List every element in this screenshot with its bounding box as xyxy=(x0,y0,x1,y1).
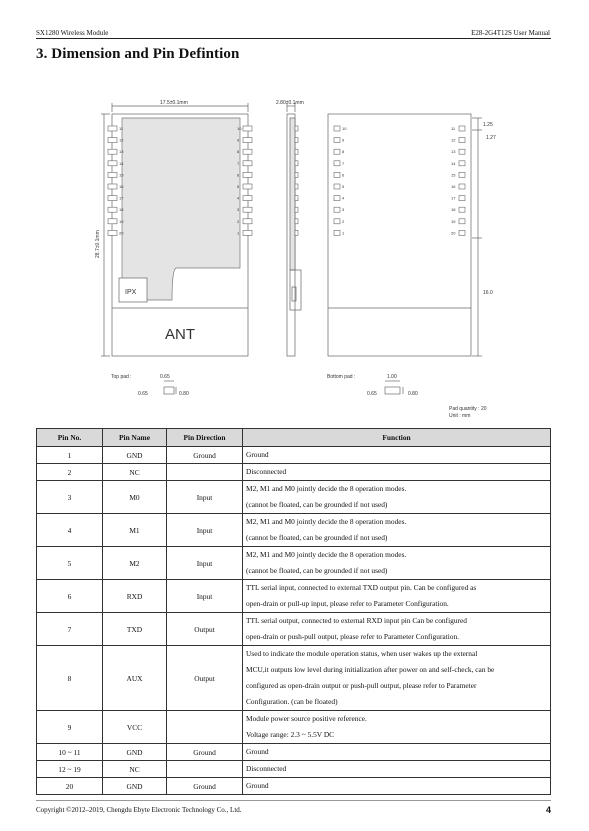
pin-pad xyxy=(459,230,465,235)
header-left: SX1280 Wireless Module xyxy=(36,29,109,37)
pin-number-label: 8 xyxy=(237,149,240,155)
top-pad-length: 0.65 xyxy=(160,374,170,380)
height-dimension: 28.7±0.1mm xyxy=(95,230,101,258)
function-line: Disconnected xyxy=(246,467,287,476)
function-line: Ground xyxy=(246,781,269,790)
table-row xyxy=(37,481,551,514)
pin-pad xyxy=(243,138,252,143)
footer-copyright: Copyright ©2012–2019, Chengdu Ebyte Electronic Technology Co., Ltd. xyxy=(36,806,242,814)
pin-pad xyxy=(108,219,117,224)
pin-pad xyxy=(334,230,340,235)
pin-pad xyxy=(334,126,340,131)
top-pad-shape xyxy=(164,387,174,394)
pin-pad xyxy=(108,138,117,143)
function-line: TTL serial input, connected to external TXD output pin. Can be configured as xyxy=(246,583,477,592)
pin-number-label: 12 xyxy=(451,137,456,143)
function-cell xyxy=(243,761,551,778)
function-cell xyxy=(243,711,551,744)
pin-direction-cell: Input xyxy=(167,481,243,514)
pin-pad xyxy=(459,219,465,224)
function-line: Used to indicate the module operation status, when user wakes up the external xyxy=(246,649,478,658)
function-cell xyxy=(243,580,551,613)
top-pad-width-2: 0.80 xyxy=(179,391,189,397)
pin-pad xyxy=(459,196,465,201)
header-pin-direction: Pin Direction xyxy=(167,429,243,447)
pin-pad xyxy=(334,172,340,177)
pin-no-cell: 3 xyxy=(37,481,103,514)
pin-number-label: 15 xyxy=(451,172,456,178)
function-line: TTL serial output, connected to external RXD input pin Can be configured xyxy=(246,616,467,625)
pin-pad xyxy=(108,230,117,235)
pin-pad xyxy=(295,161,298,166)
pin-pad xyxy=(459,126,465,131)
table-row xyxy=(37,547,551,580)
pin-pad xyxy=(108,126,117,131)
bottom-pad-width-2: 0.80 xyxy=(408,391,418,397)
pin-number-label: 18 xyxy=(119,207,124,213)
pin-name-cell: M1 xyxy=(103,514,167,547)
pitch-label-2: 1.27 xyxy=(486,135,496,141)
pin-pad xyxy=(108,196,117,201)
pin-pad xyxy=(243,207,252,212)
pin-pad xyxy=(295,196,298,201)
ant-label: ANT xyxy=(165,326,195,343)
pin-pad xyxy=(295,184,298,189)
pin-pad xyxy=(243,126,252,131)
pin-pad xyxy=(334,219,340,224)
pin-number-label: 20 xyxy=(451,230,456,236)
header-pin-no: Pin No. xyxy=(37,429,103,447)
pin-number-label: 19 xyxy=(451,218,456,224)
pin-number-label: 19 xyxy=(119,218,124,224)
pin-no-cell: 7 xyxy=(37,613,103,646)
table-row xyxy=(37,711,551,744)
pin-number-label: 3 xyxy=(237,207,240,213)
pin-no-cell: 8 xyxy=(37,646,103,711)
pin-number-label: 8 xyxy=(342,149,345,155)
table-row xyxy=(37,514,551,547)
pin-direction-cell: Ground xyxy=(167,778,243,795)
pin-name-cell: GND xyxy=(103,447,167,464)
pin-number-label: 3 xyxy=(342,207,345,213)
pin-number-label: 6 xyxy=(237,172,240,178)
pin-number-label: 13 xyxy=(451,149,456,155)
function-line: Disconnected xyxy=(246,764,287,773)
pin-pad xyxy=(459,138,465,143)
pin-no-cell: 5 xyxy=(37,547,103,580)
pin-pad xyxy=(459,207,465,212)
pin-name-cell: GND xyxy=(103,744,167,761)
pin-number-label: 18 xyxy=(451,207,456,213)
function-line: Module power source positive reference. xyxy=(246,714,367,723)
pin-number-label: 1 xyxy=(342,230,345,236)
table-row xyxy=(37,761,551,778)
pitch-label-1: 1.25 xyxy=(483,122,493,128)
module-outline-bottom xyxy=(328,114,471,356)
ipx-label: IPX xyxy=(125,289,137,296)
gap-label: 16.0 xyxy=(483,290,493,296)
pin-number-label: 7 xyxy=(237,160,240,166)
pin-number-label: 15 xyxy=(119,172,124,178)
function-cell xyxy=(243,447,551,464)
table-row xyxy=(37,778,551,795)
pin-table xyxy=(36,428,551,795)
pin-pad xyxy=(243,161,252,166)
function-line: Voltage range: 2.3 ~ 5.5V DC xyxy=(246,730,335,739)
pin-pad xyxy=(334,196,340,201)
pin-direction-cell xyxy=(167,464,243,481)
table-row xyxy=(37,447,551,464)
function-line: M2, M1 and M0 jointly decide the 8 operation modes. xyxy=(246,517,407,526)
table-row xyxy=(37,646,551,711)
function-line: open-drain or pull-up input, please refer to Parameter Configuration. xyxy=(246,599,449,608)
header-right: E28-2G4T12S User Manual xyxy=(471,29,550,37)
pin-direction-cell: Input xyxy=(167,547,243,580)
pin-direction-cell: Input xyxy=(167,580,243,613)
pin-pad xyxy=(243,172,252,177)
pin-pad xyxy=(295,172,298,177)
function-cell xyxy=(243,778,551,795)
bottom-pad-width-1: 0.65 xyxy=(367,391,377,397)
pin-no-cell: 12 ~ 19 xyxy=(37,761,103,778)
pin-direction-cell: Ground xyxy=(167,447,243,464)
page-number: 4 xyxy=(545,805,551,815)
function-cell xyxy=(243,547,551,580)
pin-number-label: 9 xyxy=(237,137,240,143)
pin-pad xyxy=(295,149,298,154)
function-line: open-drain or push-pull output, please refer to Parameter Configuration. xyxy=(246,632,460,641)
pin-name-cell: NC xyxy=(103,464,167,481)
pin-number-label: 7 xyxy=(342,160,345,166)
table-row xyxy=(37,744,551,761)
section-title: 3. Dimension and Pin Defintion xyxy=(36,46,240,62)
function-line: Ground xyxy=(246,747,269,756)
pin-pad xyxy=(295,126,298,131)
pin-no-cell: 10 ~ 11 xyxy=(37,744,103,761)
pin-number-label: 4 xyxy=(342,195,345,201)
pin-number-label: 5 xyxy=(342,184,345,189)
pin-pad xyxy=(459,172,465,177)
pin-number-label: 2 xyxy=(237,218,240,224)
pin-pad xyxy=(334,184,340,189)
header-pin-name: Pin Name xyxy=(103,429,167,447)
pin-name-cell: M2 xyxy=(103,547,167,580)
function-line: M2, M1 and M0 jointly decide the 8 operation modes. xyxy=(246,550,407,559)
pin-pad xyxy=(334,161,340,166)
function-cell xyxy=(243,464,551,481)
pin-pad xyxy=(108,172,117,177)
pin-no-cell: 9 xyxy=(37,711,103,744)
width-dimension: 17.5±0.1mm xyxy=(160,100,188,106)
pin-pad xyxy=(243,219,252,224)
function-line: Configuration. (can be floated) xyxy=(246,697,338,706)
pin-pad xyxy=(243,196,252,201)
pin-name-cell: TXD xyxy=(103,613,167,646)
top-pad-width-1: 0.65 xyxy=(138,391,148,397)
header-function: Function xyxy=(243,429,551,447)
pin-number-label: 4 xyxy=(237,195,240,201)
pin-name-cell: NC xyxy=(103,761,167,778)
pin-pad xyxy=(334,207,340,212)
pin-pad xyxy=(334,138,340,143)
pin-name-cell: GND xyxy=(103,778,167,795)
pin-no-cell: 20 xyxy=(37,778,103,795)
pin-pad xyxy=(295,138,298,143)
pin-number-label: 13 xyxy=(119,149,124,155)
function-line: (cannot be floated, can be grounded if not used) xyxy=(246,500,388,509)
pin-table-header xyxy=(37,429,551,447)
bottom-pad-length: 1.00 xyxy=(387,374,397,380)
pin-no-cell: 2 xyxy=(37,464,103,481)
pin-no-cell: 4 xyxy=(37,514,103,547)
pad-quantity: Pad quantity : 20 xyxy=(449,406,487,412)
pin-name-cell: VCC xyxy=(103,711,167,744)
pin-pad xyxy=(459,149,465,154)
pin-number-label: 20 xyxy=(119,230,124,236)
pin-direction-cell: Output xyxy=(167,613,243,646)
pin-pad xyxy=(295,207,298,212)
pin-direction-cell: Input xyxy=(167,514,243,547)
function-cell xyxy=(243,514,551,547)
bottom-pad-shape xyxy=(385,387,400,394)
pin-pad xyxy=(108,207,117,212)
unit-label: Unit : mm xyxy=(449,413,471,419)
shield-can xyxy=(122,118,240,300)
top-pad-label: Top pad : xyxy=(111,374,132,380)
table-row xyxy=(37,580,551,613)
function-line: (cannot be floated, can be grounded if not used) xyxy=(246,566,388,575)
pin-direction-cell: Ground xyxy=(167,744,243,761)
pin-number-label: 11 xyxy=(119,126,124,131)
pin-direction-cell xyxy=(167,711,243,744)
pin-number-label: 11 xyxy=(451,126,456,131)
pin-number-label: 5 xyxy=(237,184,240,189)
pin-pad xyxy=(243,184,252,189)
function-line: (cannot be floated, can be grounded if not used) xyxy=(246,533,388,542)
pin-number-label: 10 xyxy=(342,126,347,131)
pin-number-label: 17 xyxy=(119,195,124,201)
function-cell xyxy=(243,744,551,761)
bottom-pad-label: Bottom pad : xyxy=(327,374,356,380)
table-row xyxy=(37,464,551,481)
pin-pad xyxy=(108,161,117,166)
pin-pad xyxy=(108,184,117,189)
function-line: MCU,it outputs low level during initialization after power on and self-check, can be xyxy=(246,665,495,674)
function-line: M2, M1 and M0 jointly decide the 8 operation modes. xyxy=(246,484,407,493)
pin-pad xyxy=(295,230,298,235)
pin-number-label: 10 xyxy=(237,126,242,131)
function-cell xyxy=(243,481,551,514)
pin-number-label: 12 xyxy=(119,137,124,143)
function-line: configured as open-drain output or push-pull output, please refer to Parameter xyxy=(246,681,477,690)
function-cell xyxy=(243,646,551,711)
pin-direction-cell: Output xyxy=(167,646,243,711)
function-line: Ground xyxy=(246,450,269,459)
pin-pad xyxy=(295,219,298,224)
pin-pad xyxy=(243,230,252,235)
table-row xyxy=(37,613,551,646)
pin-number-label: 1 xyxy=(237,230,240,236)
pin-name-cell: M0 xyxy=(103,481,167,514)
pin-number-label: 17 xyxy=(451,195,456,201)
pin-pad xyxy=(459,161,465,166)
pin-pad xyxy=(243,149,252,154)
footer-divider xyxy=(36,800,551,801)
pin-name-cell: AUX xyxy=(103,646,167,711)
pin-no-cell: 6 xyxy=(37,580,103,613)
pin-name-cell: RXD xyxy=(103,580,167,613)
pin-number-label: 9 xyxy=(342,137,345,143)
pin-pad xyxy=(108,149,117,154)
pin-direction-cell xyxy=(167,761,243,778)
pin-number-label: 14 xyxy=(451,160,456,166)
pin-number-label: 16 xyxy=(119,184,124,189)
thickness-dimension: 2.80±0.1mm xyxy=(276,100,304,106)
pin-number-label: 2 xyxy=(342,218,345,224)
pin-number-label: 16 xyxy=(451,184,456,189)
pin-no-cell: 1 xyxy=(37,447,103,464)
pin-pad xyxy=(459,184,465,189)
function-cell xyxy=(243,613,551,646)
pin-number-label: 14 xyxy=(119,160,124,166)
pin-number-label: 6 xyxy=(342,172,345,178)
pin-pad xyxy=(334,149,340,154)
